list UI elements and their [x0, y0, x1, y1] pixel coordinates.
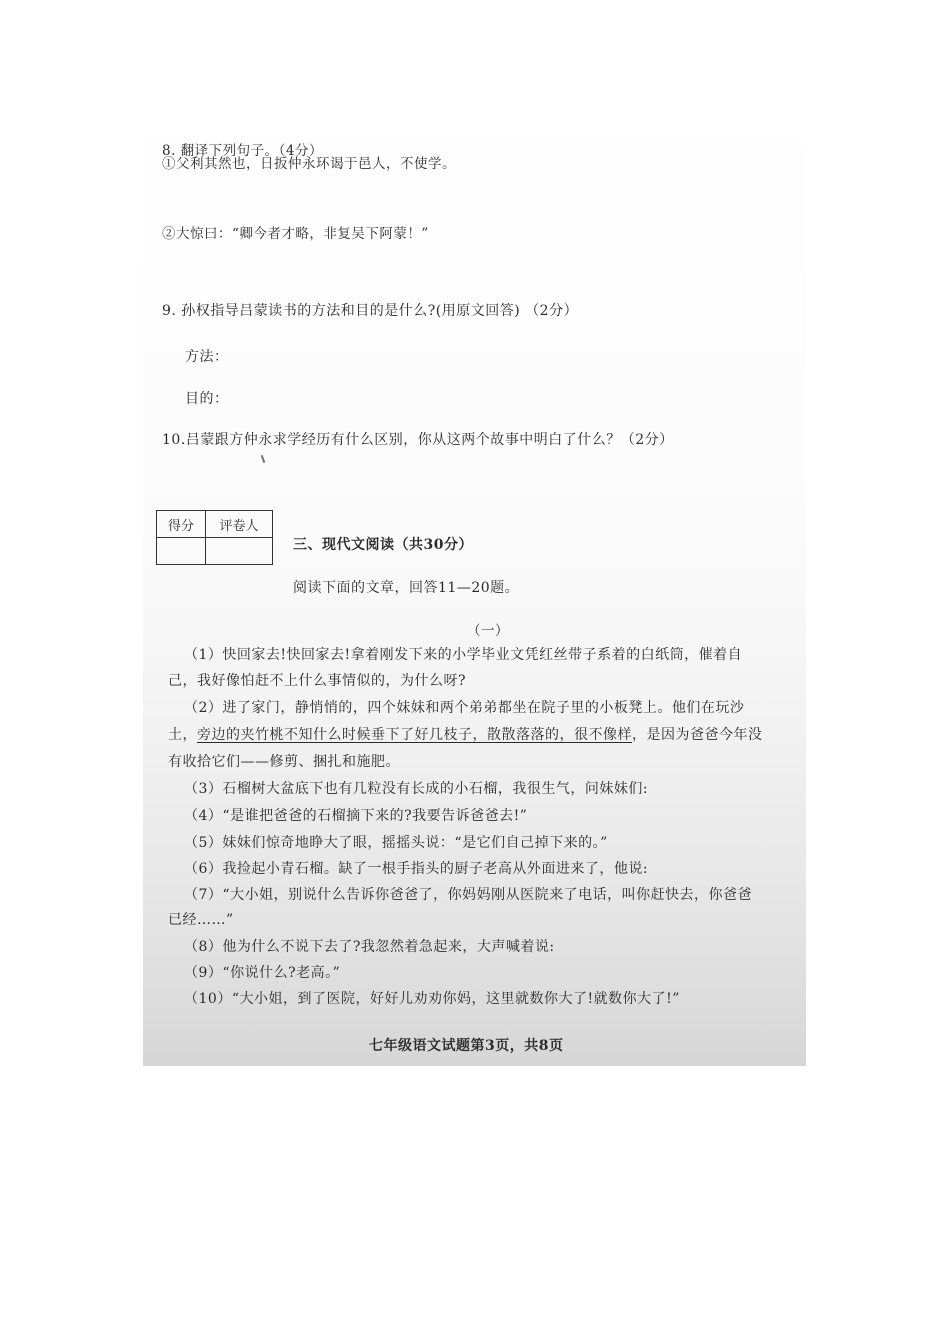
- score-header: 得分: [157, 511, 206, 538]
- grader-cell: [206, 538, 273, 565]
- section-title: 三、现代文阅读（共30分）: [293, 537, 473, 553]
- score-box: [156, 510, 273, 565]
- passage-p2-line2: [168, 724, 763, 744]
- passage-p7-line2: 已经……”: [168, 912, 234, 928]
- passage-p2-line2-start: 土，: [168, 727, 197, 743]
- passage-p2-line1: （2）进了家门，静悄悄的，四个妹妹和两个弟弟都坐在院子里的小板凳上。他们在玩沙: [184, 700, 745, 716]
- q8-sentence-1: ①父利其然也，日扳仲永环谒于邑人，不使学。: [162, 156, 456, 172]
- passage-p6: （6）我捡起小青石榴。缺了一根手指头的厨子老高从外面进来了，他说:: [184, 861, 649, 877]
- q8-title: 8. 翻译下列句子。（4分）: [162, 143, 324, 159]
- passage-p3: （3）石榴树大盆底下也有几粒没有长成的小石榴，我很生气，问妹妹们:: [184, 781, 649, 797]
- q9-title: 9. 孙权指导吕蒙读书的方法和目的是什么?(用原文回答) （2分）: [162, 303, 579, 319]
- passage-p2-line2-end: ，是因为爸爸今年没: [632, 727, 763, 743]
- score-cell: [157, 538, 206, 565]
- passage-p8: （8）他为什么不说下去了?我忽然着急起来，大声喊着说:: [184, 939, 555, 955]
- passage-part-label: （一）: [467, 623, 509, 639]
- passage-p1-line2: 己，我好像怕赶不上什么事情似的，为什么呀?: [168, 673, 467, 689]
- passage-p5: （5）妹妹们惊奇地睁大了眼，摇摇头说：“是它们自己掉下来的。”: [184, 835, 608, 851]
- q10-title: 10.吕蒙跟方仲永求学经历有什么区别，你从这两个故事中明白了什么？（2分）: [162, 432, 674, 448]
- passage-p7-line1: （7）“大小姐，别说什么告诉你爸爸了，你妈妈刚从医院来了电话，叫你赶快去，你爸爸: [184, 887, 753, 903]
- passage-p4: （4）“是谁把爸爸的石榴摘下来的?我要告诉爸爸去!”: [184, 808, 528, 824]
- passage-p1-line1: （1）快回家去!快回家去!拿着刚发下来的小学毕业文凭红丝带子系着的白纸筒，催着自: [184, 647, 743, 663]
- passage-p9: （9）“你说什么?老高。”: [184, 965, 341, 981]
- q9-method-label: 方法：: [185, 349, 229, 365]
- section-instruction: 阅读下面的文章，回答11—20题。: [293, 580, 520, 596]
- q9-purpose-label: 目的：: [185, 391, 229, 407]
- grader-header: 评卷人: [206, 511, 273, 538]
- q8-sentence-2: ②大惊曰：“卿今者才略，非复吴下阿蒙！”: [162, 226, 429, 242]
- passage-p10: （10）“大小姐，到了医院，好好儿劝劝你妈，这里就数你大了!就数你大了!”: [184, 991, 680, 1007]
- passage-p2-underlined-sentence: 旁边的夹竹桃不知什么时候垂下了好几枝子，散散落落的，很不像样: [197, 727, 632, 743]
- passage-p2-line3: 有收拾它们——修剪、捆扎和施肥。: [168, 754, 400, 770]
- page-footer: 七年级语文试题第3页，共8页: [369, 1038, 564, 1054]
